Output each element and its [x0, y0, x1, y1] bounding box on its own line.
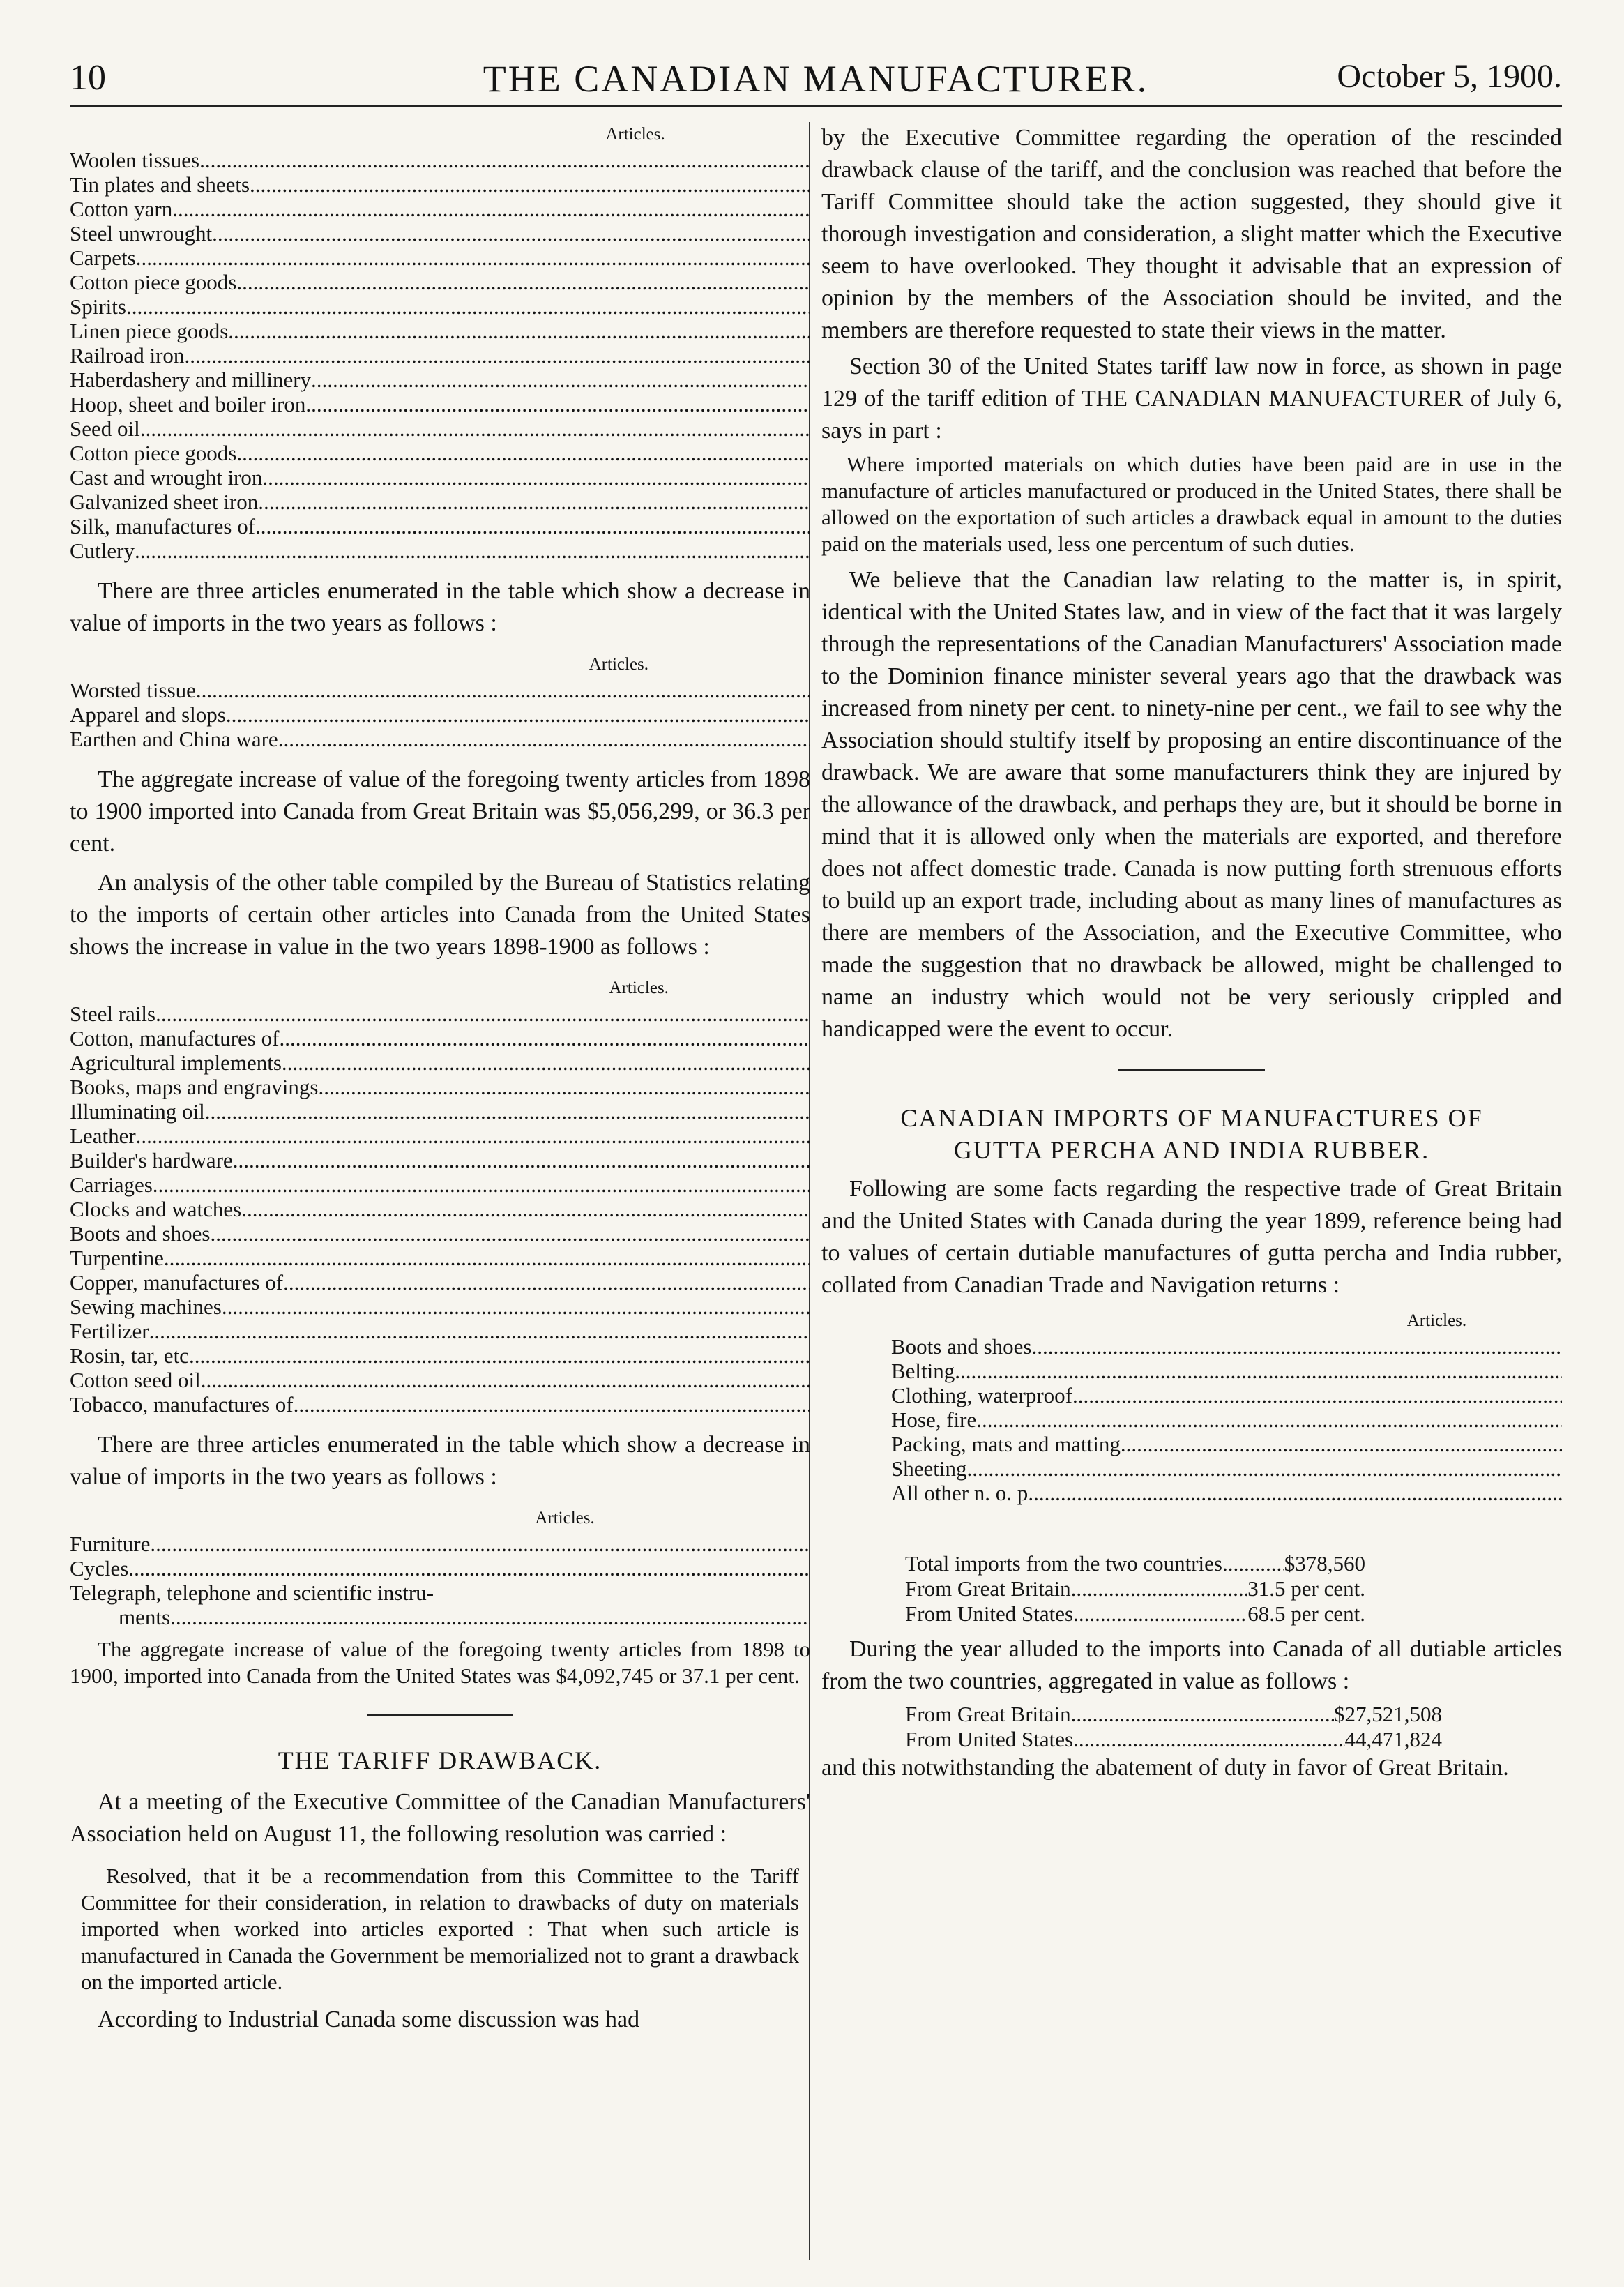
table-row: [891, 1432, 1562, 1456]
table-row: [70, 197, 810, 221]
left-column: [70, 122, 810, 2259]
us-increase-rows: [70, 1002, 810, 1417]
issue-date: October 5, 1900.: [1337, 58, 1562, 95]
table-row: [70, 1197, 810, 1221]
table-row: [70, 538, 810, 563]
table-header-row: Articles.: [535, 1509, 595, 1527]
table-row: [70, 392, 810, 416]
gutta-para-2: During the year alluded to the imports into Canada of all dutiable articles from the two countries, aggregated in value as follows :: [821, 1636, 1562, 1694]
table-row: [70, 1148, 810, 1172]
row-name: Clocks and watches: [70, 1197, 242, 1221]
row-name: Haberdashery and millinery: [70, 368, 312, 392]
us-decrease-intro: There are three articles enumerated in the table which show a decrease in value of imports in the two years as follows :: [70, 1432, 810, 1490]
row-name: Linen piece goods: [70, 319, 229, 343]
row-name: Leather: [70, 1124, 136, 1148]
table-row: [70, 368, 810, 392]
page-header: [70, 47, 1562, 103]
drawback-para-1: At a meeting of the Executive Committee of the Canadian Manufacturers' Association held on August 11, the following resolution was carried :: [70, 1789, 810, 1847]
row-name: Carpets: [70, 246, 136, 270]
table-row: [70, 490, 810, 514]
table-row: [70, 1075, 810, 1099]
gutta-heading-line2: GUTTA PERCHA AND INDIA RUBBER.: [953, 1136, 1430, 1164]
drawback-quote: Where imported materials on which duties have been paid are in use in the manufacture of articles manufactured or produced in the United States, there shall be allowed on the exportation of such articles a drawback equal in amount to the duties paid on the materials used, less one percentum of such duties.: [821, 452, 1562, 556]
gutta-para-1: Following are some facts regarding the respective trade of Great Britain and the United States with Canada during the year 1899, reference being had to values of certain dutiable manufactures of gutta percha and India rubber, collated from Canadian Trade and Navigation returns :: [821, 1176, 1562, 1298]
row-name: Apparel and slops: [70, 702, 226, 727]
table-row: [70, 702, 810, 727]
row-name: Cotton yarn: [70, 197, 173, 221]
row-name: Silk, manufactures of: [70, 514, 256, 538]
row-name: Copper, manufactures of: [70, 1270, 284, 1295]
summary-label: From Great Britain: [905, 1576, 1071, 1601]
table-header-row: Articles.: [605, 125, 665, 144]
summary-label: From United States: [905, 1601, 1074, 1626]
table-row: [70, 1392, 810, 1417]
table-row: [70, 678, 810, 702]
summary-value: 44,471,824: [1344, 1727, 1442, 1751]
header-rule: [70, 105, 1562, 107]
table-row: [70, 1246, 810, 1270]
uk-increase-rows: [70, 148, 810, 563]
summary-row: [905, 1702, 1442, 1727]
table-row: [70, 1319, 810, 1343]
row-name: Cotton, manufactures of: [70, 1026, 280, 1050]
us-decrease-rows: [70, 1532, 810, 1580]
totals-row: [891, 1511, 1562, 1546]
table-row: [70, 1124, 810, 1148]
us-intro-para: An analysis of the other table compiled by the Bureau of Statistics relating to the imports of certain other articles into Canada from the United States shows the increase in value in the two years 1898-1900 as follows :: [70, 870, 810, 960]
row-name: Hose, fire: [891, 1407, 977, 1432]
summary-value: $378,560: [1284, 1551, 1365, 1576]
row-name: ments: [119, 1605, 171, 1629]
table-row: [70, 1099, 810, 1124]
summary-row: [905, 1601, 1365, 1626]
row-name: Rosin, tar, etc: [70, 1343, 189, 1368]
table-row: [891, 1334, 1562, 1359]
row-name: Packing, mats and matting: [891, 1432, 1121, 1456]
row-name: Turpentine: [70, 1246, 164, 1270]
table-row: [70, 319, 810, 343]
uk-increase-table: [70, 122, 810, 563]
drawback-resolution: Resolved, that it be a recommendation from this Committee to the Tariff Committee for their consideration, in relation to drawbacks of duty on materials imported when worked into articles exported : That when such article is manufactured in Canada the Government be memorialized not to grant a drawback on the imported article.: [81, 1864, 799, 1994]
row-name: Spirits: [70, 294, 126, 319]
table-row: [70, 727, 810, 751]
section-rule: [367, 1714, 513, 1716]
table-row: [70, 1002, 810, 1026]
gutta-heading-line1: CANADIAN IMPORTS OF MANUFACTURES OF: [900, 1104, 1483, 1132]
summary-label: From Great Britain: [905, 1702, 1071, 1726]
table-row: [70, 1050, 810, 1075]
table-row: [891, 1359, 1562, 1383]
table-row: [70, 270, 810, 294]
publication-title: THE CANADIAN MANUFACTURER.: [483, 58, 1149, 100]
table-row: [70, 1532, 810, 1556]
summary-value: $27,521,508: [1334, 1702, 1442, 1726]
summary-row: [905, 1551, 1365, 1576]
uk-decrease-table: [70, 652, 810, 751]
gutta-para-3: and this notwithstanding the abatement of duty in favor of Great Britain.: [821, 1755, 1509, 1781]
summary-value: 31.5 per cent.: [1247, 1576, 1365, 1601]
row-name: Seed oil: [70, 416, 140, 441]
row-name: Fertilizer: [70, 1319, 149, 1343]
row-name: Tobacco, manufactures of: [70, 1392, 294, 1417]
row-name: Illuminating oil: [70, 1099, 205, 1124]
table-row: [70, 416, 810, 441]
table-header-row: Articles.: [589, 655, 649, 674]
row-name: All other n. o. p: [891, 1481, 1029, 1505]
table-row: [70, 1556, 810, 1580]
table-row: [70, 1026, 810, 1050]
us-decrease-table: [70, 1506, 810, 1629]
right-column: [821, 122, 1562, 2259]
row-name: Carriages: [70, 1172, 153, 1197]
drawback-para-3: Section 30 of the United States tariff law now in force, as shown in page 129 of the tariff edition of THE CANADIAN MANUFACTURER of July 6, says in part :: [821, 354, 1562, 444]
row-name: Steel unwrought: [70, 221, 213, 246]
gutta-table: [891, 1308, 1562, 1546]
row-name: Cutlery: [70, 538, 135, 563]
row-name: Boots and shoes: [891, 1334, 1032, 1359]
table-row: [70, 343, 810, 368]
row-name: Belting: [891, 1359, 955, 1383]
drawback-para-2-cont: by the Executive Committee regarding the operation of the rescinded drawback clause of the tariff, and the conclusion was reached that before the Tariff Committee should take the action suggested, they should give it thorough investigation and consideration, a slight matter which the Executive seem to have overlooked. They thought it advisable that an expression of opinion by the members of the Association should be invited, and the members are therefore requested to state their views in the matter.: [821, 125, 1562, 343]
summary-label: From United States: [905, 1727, 1074, 1751]
gutta-summary: [905, 1551, 1365, 1626]
section-rule: [1118, 1069, 1265, 1071]
row-name: Agricultural implements: [70, 1050, 282, 1075]
row-name: Galvanized sheet iron: [70, 490, 259, 514]
row-name: Cotton seed oil: [70, 1368, 201, 1392]
row-name: Clothing, waterproof: [891, 1383, 1073, 1407]
row-name: Boots and shoes: [70, 1221, 211, 1246]
table-row: [70, 148, 810, 172]
drawback-para-4: We believe that the Canadian law relating to the matter is, in spirit, identical with the United States law, and in view of the fact that it was largely through the representations of the Canadian Manufacturers' Association made to the Dominion finance minister several years ago that the drawback was increased from ninety per cent. to ninety-nine per cent., we fail to see why the Association should stultify itself by proposing an entire discontinuance of the drawback. We are aware that some manufacturers think they are injured by the allowance of the drawback, and perhaps they are, but it should be borne in mind that it is allowed only when the materials are exported, and therefore does not affect domestic trade. Canada is now putting forth strenuous efforts to build up an export trade, including about as many lines of manufactures as there are members of the Association, and the Executive Committee, who made the suggestion that no drawback be allowed, might be challenged to name an industry which would not be very seriously crippled and handicapped were the event to occur.: [821, 567, 1562, 1042]
table-row: [70, 1221, 810, 1246]
row-name: Sheeting: [891, 1456, 967, 1481]
gutta-rows: [891, 1334, 1562, 1505]
page-number: 10: [70, 58, 106, 98]
us-increase-table: [70, 976, 810, 1417]
row-name: Cotton piece goods: [70, 441, 237, 465]
table-row: [70, 1295, 810, 1319]
table-row: [70, 514, 810, 538]
gutta-aggregate: [905, 1702, 1442, 1752]
uk-decrease-rows: [70, 678, 810, 751]
table-row: [70, 465, 810, 490]
drawback-heading: THE TARIFF DRAWBACK.: [278, 1746, 602, 1774]
row-name: Builder's hardware: [70, 1148, 233, 1172]
drawback-para-2-start: According to Industrial Canada some discussion was had: [98, 2007, 640, 2032]
summary-label: Total imports from the two countries: [905, 1551, 1222, 1576]
uk-decrease-intro: There are three articles enumerated in the table which show a decrease in value of imports in the two years as follows :: [70, 578, 810, 636]
table-row: [891, 1407, 1562, 1432]
row-name: Books, maps and engravings: [70, 1075, 319, 1099]
row-name: Tin plates and sheets: [70, 172, 250, 197]
row-name: Railroad iron: [70, 343, 185, 368]
row-name: Earthen and China ware: [70, 727, 278, 751]
row-name: Cast and wrought iron: [70, 465, 263, 490]
summary-row: [905, 1727, 1442, 1752]
table-row: [891, 1383, 1562, 1407]
table-row: [70, 1270, 810, 1295]
row-name: Woolen tissues: [70, 148, 200, 172]
totals-rule-row: [891, 1505, 1562, 1511]
table-row: [70, 294, 810, 319]
row-name: Cycles: [70, 1556, 129, 1580]
table-row: [70, 1343, 810, 1368]
table-header-row: Articles.: [609, 979, 669, 997]
table-row: [70, 441, 810, 465]
row-name: Hoop, sheet and boiler iron: [70, 392, 306, 416]
summary-row: [905, 1576, 1365, 1601]
uk-aggregate-para: The aggregate increase of value of the foregoing twenty articles from 1898 to 1900 imported into Canada from Great Britain was $5,056,299, or 36.3 per cent.: [70, 767, 810, 856]
row-name: Cotton piece goods: [70, 270, 237, 294]
table-row: [70, 1172, 810, 1197]
table-row: [70, 1368, 810, 1392]
table-row: [70, 172, 810, 197]
table-header-row: Articles.: [1406, 1311, 1467, 1330]
table-row: [70, 1605, 810, 1629]
table-row: [891, 1456, 1562, 1481]
us-aggregate-para: The aggregate increase of value of the foregoing twenty articles from 1898 to 1900, imported into Canada from the United States was $4,092,745 or 37.1 per cent.: [70, 1637, 810, 1688]
table-row: [891, 1481, 1562, 1505]
row-name: Sewing machines: [70, 1295, 222, 1319]
table-row: [70, 246, 810, 270]
row-name: Furniture: [70, 1532, 151, 1556]
table-row: Telegraph, telephone and scientific instru-: [70, 1580, 434, 1605]
table-row: [70, 221, 810, 246]
row-name: Worsted tissue: [70, 678, 196, 702]
summary-value: 68.5 per cent.: [1247, 1601, 1365, 1626]
row-name: Steel rails: [70, 1002, 156, 1026]
